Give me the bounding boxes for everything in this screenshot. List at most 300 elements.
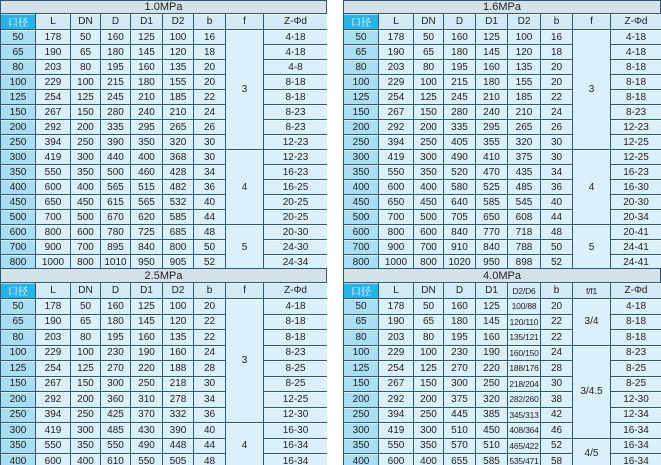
table-cell: 535/471 — [508, 454, 541, 465]
table-cell: 550 — [36, 438, 71, 454]
bolt-holes-cell: 4-18 — [611, 45, 661, 60]
table-row — [344, 345, 661, 361]
table-row — [1, 135, 328, 150]
table-cell: 292 — [36, 120, 71, 135]
table-cell: 178 — [379, 30, 414, 45]
bolt-holes-cell: 4-18 — [264, 45, 328, 60]
table-cell: 44 — [194, 438, 226, 454]
table-cell: 250 — [414, 135, 444, 150]
table-cell: 515 — [131, 180, 163, 195]
table-cell: 195 — [101, 330, 131, 346]
column-header-: 口径 — [1, 283, 36, 299]
table-cell: 419 — [379, 423, 414, 439]
column-header-zd: Z-Φd — [611, 14, 661, 30]
table-cell: 267 — [379, 105, 414, 120]
bolt-holes-cell: 8-18 — [611, 60, 661, 75]
table-cell: 36 — [194, 407, 226, 423]
row-header-cell: 150 — [344, 105, 379, 120]
table-cell: 1000 — [36, 255, 71, 269]
table-cell: 510 — [476, 438, 508, 454]
table-cell: 445 — [444, 407, 476, 423]
table-row — [344, 75, 661, 90]
column-header-dn: DN — [414, 283, 444, 299]
column-header-: 口径 — [344, 14, 379, 30]
bolt-holes-cell: 8-18 — [611, 330, 661, 346]
column-header-d1: D1 — [476, 283, 508, 299]
table-cell: 229 — [36, 345, 71, 361]
bolt-holes-cell: 12-23 — [611, 120, 661, 135]
table-cell: 700 — [71, 240, 101, 255]
table-cell: 600 — [379, 454, 414, 465]
row-header-cell: 350 — [344, 165, 379, 180]
table-cell: 300 — [414, 423, 444, 439]
table-cell: 50 — [194, 240, 226, 255]
table-cell: 50 — [414, 299, 444, 315]
table-cell: 125 — [476, 299, 508, 315]
table-row — [1, 90, 328, 105]
row-header-cell: 50 — [1, 30, 36, 45]
table-cell: 52 — [541, 255, 573, 269]
column-header-d1: D1 — [131, 14, 163, 30]
table-row — [1, 30, 328, 45]
table-row — [344, 454, 661, 465]
f-value-cell: 5 — [573, 225, 611, 269]
f-value-cell: 3 — [226, 30, 264, 150]
row-header-cell: 65 — [1, 45, 36, 60]
table-cell: 30 — [194, 150, 226, 165]
table-row — [344, 165, 661, 180]
table-cell: 200 — [414, 392, 444, 408]
bolt-holes-cell: 20-30 — [264, 225, 328, 240]
table-cell: 450 — [414, 195, 444, 210]
table-cell: 360 — [101, 392, 131, 408]
table-cell: 34 — [194, 165, 226, 180]
table-cell: 898 — [508, 255, 541, 269]
table-cell: 22 — [194, 314, 226, 330]
table-cell: 30 — [194, 135, 226, 150]
table-cell: 400 — [71, 454, 101, 465]
table-cell: 292 — [379, 392, 414, 408]
row-header-cell: 65 — [344, 45, 379, 60]
table-cell: 125 — [131, 299, 163, 315]
table-cell: 120/110 — [508, 314, 541, 330]
table-cell: 24 — [541, 105, 573, 120]
row-header-cell: 500 — [344, 210, 379, 225]
table-cell: 48 — [541, 225, 573, 240]
row-header-cell: 125 — [1, 361, 36, 377]
table-row — [1, 299, 328, 315]
table-cell: 180 — [131, 75, 163, 90]
table-cell: 600 — [414, 225, 444, 240]
table-cell: 125 — [414, 90, 444, 105]
table-cell: 65 — [414, 45, 444, 60]
table-cell: 250 — [476, 376, 508, 392]
row-header-cell: 700 — [344, 240, 379, 255]
table-cell: 125 — [131, 30, 163, 45]
row-header-cell: 800 — [344, 255, 379, 269]
table-cell: 254 — [36, 90, 71, 105]
table-cell: 254 — [379, 90, 414, 105]
table-cell: 44 — [541, 210, 573, 225]
table-cell: 145 — [476, 314, 508, 330]
bolt-holes-cell: 16-34 — [264, 454, 328, 465]
table-cell: 570 — [444, 438, 476, 454]
table-row — [344, 105, 661, 120]
row-header-cell: 400 — [1, 454, 36, 465]
table-row — [1, 165, 328, 180]
table-cell: 580 — [444, 180, 476, 195]
table-row — [344, 120, 661, 135]
bolt-holes-cell: 8-18 — [264, 90, 328, 105]
table-cell: 292 — [36, 392, 71, 408]
row-header-cell: 80 — [344, 330, 379, 346]
table-cell: 65 — [414, 314, 444, 330]
table-cell: 155 — [163, 75, 194, 90]
column-header-dn: DN — [71, 283, 101, 299]
table-cell: 585 — [163, 210, 194, 225]
header-row — [344, 14, 661, 30]
table-cell: 30 — [541, 150, 573, 165]
table-cell: 1020 — [444, 255, 476, 269]
table-cell: 419 — [379, 150, 414, 165]
row-header-cell: 125 — [344, 361, 379, 377]
table-cell: 80 — [71, 330, 101, 346]
table-cell: 44 — [194, 210, 226, 225]
table-row — [1, 150, 328, 165]
bolt-holes-cell: 8-23 — [264, 345, 328, 361]
bolt-holes-cell: 12-34 — [611, 407, 661, 423]
table-cell: 267 — [36, 376, 71, 392]
table-row — [344, 150, 661, 165]
table-cell: 350 — [71, 165, 101, 180]
table-cell: 24 — [194, 345, 226, 361]
pressure-table-2-5mpa — [0, 268, 327, 465]
row-header-cell: 200 — [344, 120, 379, 135]
table-cell: 190 — [476, 345, 508, 361]
column-header-d1: D1 — [476, 14, 508, 30]
table-cell: 600 — [36, 180, 71, 195]
table-cell: 36 — [541, 180, 573, 195]
table-row — [344, 361, 661, 377]
table-cell: 180 — [476, 75, 508, 90]
table-cell: 800 — [163, 240, 194, 255]
header-row — [344, 283, 661, 299]
f-value-cell: 4/5 — [573, 438, 611, 465]
table-cell: 120 — [508, 45, 541, 60]
table-cell: 350 — [131, 135, 163, 150]
table-cell: 425 — [101, 407, 131, 423]
table-cell: 80 — [71, 60, 101, 75]
column-header-zd: Z-Φd — [264, 14, 328, 30]
bolt-holes-cell: 16-34 — [611, 438, 661, 454]
table-cell: 840 — [476, 240, 508, 255]
table-cell: 640 — [444, 195, 476, 210]
table-cell: 500 — [101, 165, 131, 180]
table-cell: 368 — [163, 150, 194, 165]
table-cell: 335 — [444, 120, 476, 135]
f-value-cell: 3/4 — [573, 299, 611, 346]
table-cell: 190 — [36, 45, 71, 60]
table-cell: 229 — [379, 75, 414, 90]
table-cell: 905 — [163, 255, 194, 269]
table-cell: 335 — [101, 120, 131, 135]
table-cell: 50 — [71, 299, 101, 315]
table-row — [1, 361, 328, 377]
bolt-holes-cell: 20-41 — [611, 225, 661, 240]
table-row — [1, 45, 328, 60]
table-cell: 218 — [163, 376, 194, 392]
table-cell: 770 — [476, 225, 508, 240]
table-cell: 725 — [131, 225, 163, 240]
table-cell: 145 — [131, 314, 163, 330]
column-header-l: L — [36, 14, 71, 30]
column-header-b: b — [541, 283, 573, 299]
bolt-holes-cell: 8-25 — [264, 376, 328, 392]
table-row — [344, 376, 661, 392]
table-row — [344, 135, 661, 150]
table-cell: 300 — [101, 376, 131, 392]
bolt-holes-cell: 8-23 — [264, 120, 328, 135]
row-header-cell: 100 — [1, 75, 36, 90]
table-cell: 490 — [131, 438, 163, 454]
table-cell: 265 — [508, 120, 541, 135]
bolt-holes-cell: 8-23 — [611, 345, 661, 361]
table-cell: 203 — [379, 60, 414, 75]
bolt-holes-cell: 8-18 — [264, 314, 328, 330]
table-cell: 160 — [476, 60, 508, 75]
table-cell: 160 — [131, 60, 163, 75]
table-cell: 565 — [131, 195, 163, 210]
table-cell: 345/313 — [508, 407, 541, 423]
table-row — [1, 75, 328, 90]
table-row — [344, 225, 661, 240]
table-cell: 22 — [194, 90, 226, 105]
bolt-holes-cell: 8-23 — [264, 105, 328, 120]
table-cell: 270 — [101, 361, 131, 377]
row-header-cell: 150 — [1, 376, 36, 392]
table-cell: 100 — [414, 75, 444, 90]
table-cell: 910 — [444, 240, 476, 255]
table-row — [1, 454, 328, 465]
table-cell: 320 — [508, 135, 541, 150]
table-cell: 840 — [444, 225, 476, 240]
bolt-holes-cell: 8-18 — [611, 75, 661, 90]
table-cell: 135/121 — [508, 330, 541, 346]
table-cell: 24 — [194, 105, 226, 120]
table-cell: 780 — [101, 225, 131, 240]
row-header-cell: 250 — [344, 135, 379, 150]
table-cell: 1000 — [379, 255, 414, 269]
bolt-holes-cell: 8-18 — [611, 314, 661, 330]
row-header-cell: 100 — [344, 345, 379, 361]
f-value-cell: 3 — [573, 30, 611, 150]
bolt-holes-cell: 12-30 — [264, 407, 328, 423]
table-cell: 390 — [101, 135, 131, 150]
table-cell: 36 — [194, 180, 226, 195]
f-value-cell: 3/4.5 — [573, 345, 611, 438]
table-title-1-6mpa: 1.6MPa — [343, 0, 661, 13]
table-cell: 16 — [541, 30, 573, 45]
table-cell: 160 — [476, 330, 508, 346]
table-cell: 370 — [131, 407, 163, 423]
table-cell: 435 — [508, 165, 541, 180]
table-cell: 22 — [194, 330, 226, 346]
row-header-cell: 200 — [1, 392, 36, 408]
row-header-cell: 400 — [344, 454, 379, 465]
row-header-cell: 300 — [344, 423, 379, 439]
row-header-cell: 100 — [344, 75, 379, 90]
bolt-holes-cell: 8-25 — [264, 361, 328, 377]
bolt-holes-cell: 16-30 — [264, 423, 328, 439]
table-cell: 100 — [163, 30, 194, 45]
table-cell: 550 — [379, 165, 414, 180]
dimension-table-1-6mpa — [343, 13, 661, 268]
column-header-l: L — [379, 283, 414, 299]
row-header-cell: 200 — [344, 392, 379, 408]
table-cell: 180 — [444, 314, 476, 330]
table-cell: 150 — [71, 376, 101, 392]
table-cell: 250 — [131, 376, 163, 392]
bolt-holes-cell: 8-18 — [264, 330, 328, 346]
table-cell: 355 — [476, 135, 508, 150]
table-cell: 46 — [541, 423, 573, 439]
row-header-cell: 80 — [1, 330, 36, 346]
table-cell: 700 — [36, 210, 71, 225]
table-row — [344, 255, 661, 269]
table-cell: 210 — [131, 90, 163, 105]
table-cell: 295 — [131, 120, 163, 135]
table-row — [1, 180, 328, 195]
row-header-cell: 300 — [1, 423, 36, 439]
table-cell: 410 — [476, 150, 508, 165]
table-cell: 38 — [541, 392, 573, 408]
column-header-d: D — [101, 283, 131, 299]
row-header-cell: 350 — [344, 438, 379, 454]
table-cell: 125 — [71, 361, 101, 377]
row-header-cell: 125 — [1, 90, 36, 105]
column-header-dn: DN — [414, 14, 444, 30]
row-header-cell: 300 — [1, 150, 36, 165]
table-cell: 267 — [36, 105, 71, 120]
table-cell: 100 — [414, 345, 444, 361]
table-cell: 385 — [476, 407, 508, 423]
bolt-holes-cell: 12-30 — [611, 392, 661, 408]
table-row — [1, 60, 328, 75]
row-header-cell: 800 — [1, 255, 36, 269]
table-cell: 150 — [71, 105, 101, 120]
table-cell: 200 — [71, 392, 101, 408]
table-cell: 52 — [541, 438, 573, 454]
row-header-cell: 250 — [1, 407, 36, 423]
table-cell: 278 — [163, 392, 194, 408]
table-cell: 40 — [194, 423, 226, 439]
table-cell: 20 — [194, 299, 226, 315]
table-row — [344, 407, 661, 423]
table-cell: 30 — [194, 376, 226, 392]
table-cell: 230 — [444, 345, 476, 361]
table-row — [344, 423, 661, 439]
column-header-d1: D1 — [131, 283, 163, 299]
table-cell: 500 — [71, 210, 101, 225]
table-row — [344, 30, 661, 45]
table-cell: 505 — [163, 454, 194, 465]
table-cell: 178 — [36, 299, 71, 315]
f-value-cell: 4 — [226, 150, 264, 225]
table-row — [344, 90, 661, 105]
table-cell: 100/88 — [508, 299, 541, 315]
dimension-table-1-0mpa — [0, 13, 327, 268]
row-header-cell: 50 — [344, 299, 379, 315]
row-header-cell: 50 — [344, 30, 379, 45]
table-cell: 185 — [508, 90, 541, 105]
table-cell: 188 — [163, 361, 194, 377]
table-cell: 600 — [71, 225, 101, 240]
table-cell: 240 — [131, 105, 163, 120]
table-cell: 1010 — [101, 255, 131, 269]
table-cell: 22 — [541, 90, 573, 105]
column-header-zd: Z-Φd — [264, 283, 328, 299]
row-header-cell: 600 — [1, 225, 36, 240]
table-row — [344, 314, 661, 330]
bolt-holes-cell: 8-18 — [611, 90, 661, 105]
bolt-holes-cell: 20-30 — [611, 195, 661, 210]
table-cell: 520 — [444, 165, 476, 180]
column-header-ff1: f/f1 — [573, 283, 611, 299]
header-row — [1, 283, 328, 299]
table-cell: 80 — [414, 330, 444, 346]
table-cell: 210 — [163, 105, 194, 120]
table-cell: 195 — [101, 60, 131, 75]
table-cell: 100 — [71, 75, 101, 90]
column-header-l: L — [36, 283, 71, 299]
table-cell: 160 — [131, 330, 163, 346]
column-header-d2: D2 — [163, 14, 194, 30]
table-cell: 20 — [541, 60, 573, 75]
table-cell: 482 — [163, 180, 194, 195]
table-cell: 300 — [71, 150, 101, 165]
table-row — [344, 210, 661, 225]
table-cell: 320 — [163, 135, 194, 150]
table-row — [1, 105, 328, 120]
table-cell: 565 — [101, 180, 131, 195]
row-header-cell: 250 — [1, 135, 36, 150]
table-cell: 215 — [444, 75, 476, 90]
f-value-cell: 4 — [573, 150, 611, 225]
table-cell: 550 — [131, 454, 163, 465]
column-header-d2d6: D2/D6 — [508, 283, 541, 299]
table-cell: 195 — [444, 330, 476, 346]
table-cell: 900 — [36, 240, 71, 255]
row-header-cell: 65 — [344, 314, 379, 330]
row-header-cell: 65 — [1, 314, 36, 330]
table-cell: 220 — [476, 361, 508, 377]
table-row — [1, 314, 328, 330]
table-cell: 300 — [444, 376, 476, 392]
row-header-cell: 450 — [1, 195, 36, 210]
table-cell: 390 — [163, 423, 194, 439]
table-cell: 50 — [541, 240, 573, 255]
table-cell: 203 — [36, 60, 71, 75]
table-row — [344, 330, 661, 346]
table-cell: 203 — [379, 330, 414, 346]
column-header-b: b — [194, 283, 226, 299]
table-cell: 229 — [36, 75, 71, 90]
column-header-d: D — [101, 14, 131, 30]
table-row — [344, 195, 661, 210]
table-cell: 210 — [476, 90, 508, 105]
bolt-holes-cell: 4-18 — [611, 299, 661, 315]
bolt-holes-cell: 16-34 — [264, 438, 328, 454]
